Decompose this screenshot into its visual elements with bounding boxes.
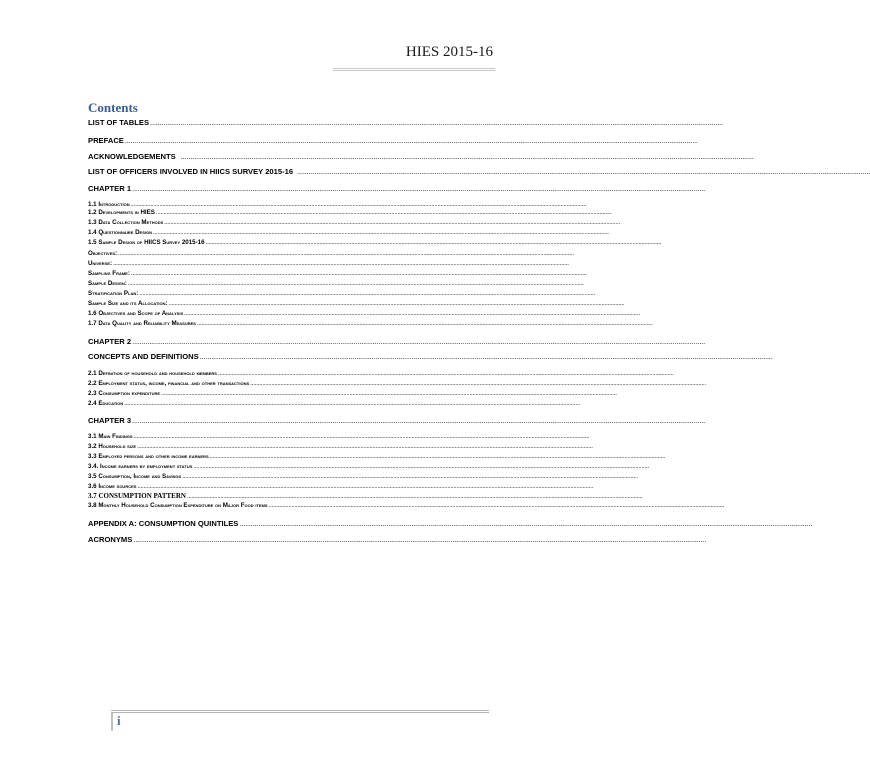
toc-entry[interactable]: CONCEPTS AND DEFINITIONS ............................................................................................................................................................................................................................................................................................................ [88, 352, 773, 361]
toc-entry[interactable]: 1.4 Questionnaire Design ............................................................................................................................................................................................................................................................................................................ [88, 229, 609, 236]
toc-entry[interactable]: CHAPTER 2 ............................................................................................................................................................................................................................................................................................................ [88, 337, 705, 346]
header-rule [333, 68, 495, 71]
page-number: i [117, 713, 121, 728]
toc-entry[interactable]: Objectives: ............................................................................................................................................................................................................................................................................................................ [88, 250, 574, 257]
toc-entry[interactable]: 1.2 Developments in HIES ............................................................................................................................................................................................................................................................................................................ [88, 209, 612, 216]
toc-entry[interactable]: Sample Design: ............................................................................................................................................................................................................................................................................................................ [88, 280, 584, 287]
toc-entry[interactable]: LIST OF TABLES ............................................................................................................................................................................................................................................................................................................ [88, 118, 723, 127]
toc-entry[interactable]: 1.1 Introduction ............................................................................................................................................................................................................................................................................................................ [88, 201, 587, 208]
toc-entry[interactable]: APPENDIX A: CONSUMPTION QUINTILES ............................................................................................................................................................................................................................................................................................................ [88, 519, 813, 528]
toc-entry[interactable]: 3.5 Consumption, Income and Savings ............................................................................................................................................................................................................................................................................................................ [88, 473, 638, 480]
toc-entry[interactable]: 2.3 Consumption expenditure ............................................................................................................................................................................................................................................................................................................ [88, 390, 617, 397]
footer-bar [111, 713, 113, 731]
toc-entry[interactable]: 1.6 Objectives and Scope of Analysis ............................................................................................................................................................................................................................................................................................................ [88, 310, 640, 317]
footer-rule [111, 710, 489, 713]
toc-entry[interactable]: 3.1 Main Findings ............................................................................................................................................................................................................................................................................................................ [88, 433, 590, 440]
toc-entry[interactable]: 3.7 CONSUMPTION PATTERN ............................................................................................................................................................................................................................................................................................................ [88, 492, 643, 500]
running-header: HIES 2015-16 [405, 44, 493, 60]
toc-entry[interactable]: 1.7 Data Quality and Reliability Measures ............................................................................................................................................................................................................................................................................................................ [88, 320, 653, 327]
toc-entry[interactable]: Sampling Frame: ............................................................................................................................................................................................................................................................................................................ [88, 270, 587, 277]
toc-entry[interactable]: 3.6 Income sources ............................................................................................................................................................................................................................................................................................................ [88, 483, 594, 490]
toc-entry[interactable]: 1.5 Sample Design of HIICS Survey 2015-16 ............................................................................................................................................................................................................................................................................................................ [88, 239, 662, 246]
toc-entry[interactable]: CHAPTER 3 ............................................................................................................................................................................................................................................................................................................ [88, 416, 705, 425]
toc-entry[interactable]: 3.2 Household size ............................................................................................................................................................................................................................................................................................................ [88, 443, 593, 450]
contents-heading: Contents [88, 100, 138, 115]
toc-entry[interactable]: Stratification Plan: ............................................................................................................................................................................................................................................................................................................ [88, 290, 596, 297]
toc-entry[interactable]: Sample Size and its Allocation: ............................................................................................................................................................................................................................................................................................................ [88, 300, 625, 307]
toc-entry[interactable]: Universe: ............................................................................................................................................................................................................................................................................................................ [88, 260, 569, 267]
toc-entry[interactable]: CHAPTER 1 ............................................................................................................................................................................................................................................................................................................ [88, 184, 705, 193]
toc-entry[interactable]: 3.8 Monthly Household Consumption Expenditure on Major Food items ............................................................................................................................................................................................................................................................................................................ [88, 502, 725, 509]
toc-entry[interactable]: 2.4 Education ............................................................................................................................................................................................................................................................................................................ [88, 400, 580, 407]
toc-entry[interactable]: ACRONYMS ............................................................................................................................................................................................................................................................................................................ [88, 535, 707, 544]
toc-entry[interactable]: 3.3 Employed persons and other income earners ............................................................................................................................................................................................................................................................................................................ [88, 453, 666, 460]
toc-entry[interactable]: 2.2 Employment status, income, financial and other transactions ............................................................................................................................................................................................................................................................................................................ [88, 380, 706, 387]
toc-entry[interactable]: LIST OF OFFICERS INVOLVED IN HIICS SURVEY 2015-16 ............................................................................................................................................................................................................................................................................................................ [88, 167, 870, 176]
toc-entry[interactable]: 3.4. Income earners by employment status ............................................................................................................................................................................................................................................................................................................ [88, 463, 650, 470]
toc-entry[interactable]: PREFACE ............................................................................................................................................................................................................................................................................................................ [88, 136, 698, 145]
toc-entry[interactable]: ACKNOWLEDGEMENTS ............................................................................................................................................................................................................................................................................................................ [88, 152, 754, 161]
toc-entry[interactable]: 2.1 Definition of household and household members ............................................................................................................................................................................................................................................................................................................ [88, 370, 674, 377]
toc-entry[interactable]: 1.3 Data Collection Methods ............................................................................................................................................................................................................................................................................................................ [88, 219, 620, 226]
